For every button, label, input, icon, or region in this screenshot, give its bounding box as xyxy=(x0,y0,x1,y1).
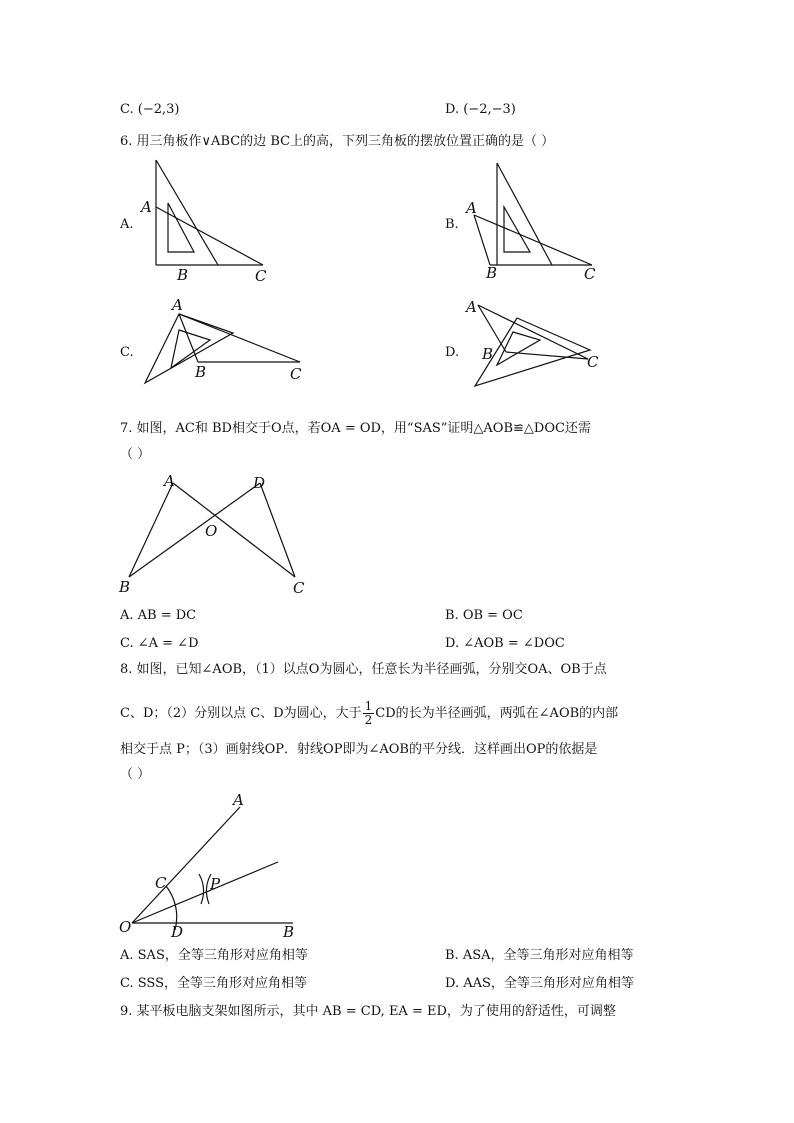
label-c: C xyxy=(587,353,599,371)
fraction-denominator: 2 xyxy=(364,713,373,727)
fraction-numerator: 1 xyxy=(364,699,373,713)
label-a: A xyxy=(141,198,152,216)
q6-figure-c xyxy=(135,295,310,390)
q7-option-b: B. OB = OC xyxy=(445,608,523,623)
label-o: O xyxy=(119,918,132,936)
q8-option-c: C. SSS，全等三角形对应角相等 xyxy=(120,976,308,991)
label-b: B xyxy=(119,578,131,596)
label-c: C xyxy=(293,579,305,597)
label-p: P xyxy=(210,875,221,893)
q8-line2-pre: C、D；（2）分别以点 C、D为圆心，大于 xyxy=(120,706,362,721)
q8-option-b: B. ASA，全等三角形对应角相等 xyxy=(445,948,634,963)
q6-stem: 6. 用三角板作∨ABC的边 BC上的高，下列三角板的摆放位置正确的是（ ） xyxy=(120,134,555,149)
q7-option-c: C. ∠A = ∠D xyxy=(120,636,199,651)
q6-option-b-label: B. xyxy=(445,217,459,232)
label-b: B xyxy=(195,363,207,381)
label-o: O xyxy=(205,522,218,540)
label-b: B xyxy=(283,923,295,941)
q8-paren: （ ） xyxy=(120,767,151,782)
label-b: B xyxy=(482,345,494,363)
label-a: A xyxy=(233,791,244,809)
q7-option-d: D. ∠AOB = ∠DOC xyxy=(445,636,565,651)
label-d: D xyxy=(171,923,184,941)
q6-option-c-label: C. xyxy=(120,345,134,360)
q5-option-c: C. (−2,3) xyxy=(120,102,180,117)
label-a: A xyxy=(466,199,477,217)
label-c: C xyxy=(584,265,596,283)
q5-option-d: D. (−2,−3) xyxy=(445,102,516,117)
label-c: C xyxy=(290,365,302,383)
label-a: A xyxy=(164,472,175,490)
q6-figure-a xyxy=(135,155,285,290)
q8-figure xyxy=(115,790,315,940)
q6-option-a-label: A. xyxy=(120,217,134,232)
q7-figure xyxy=(115,470,315,600)
q6-figure-b xyxy=(460,155,610,290)
label-b: B xyxy=(177,266,189,284)
q9-stem: 9. 某平板电脑支架如图所示，其中 AB = CD, EA = ED，为了使用的舒适性，可调整 xyxy=(120,1004,616,1019)
q8-option-a: A. SAS，全等三角形对应角相等 xyxy=(120,948,308,963)
q6-figure-d xyxy=(460,295,635,390)
q8-line2-post: CD的长为半径画弧，两弧在∠AOB的内部 xyxy=(375,706,619,721)
q7-stem: 7. 如图，AC和 BD相交于O点，若OA = OD，用“SAS”证明△AOB≌△DOC还需 xyxy=(120,421,591,436)
label-c: C xyxy=(255,267,267,285)
q6-option-d-label: D. xyxy=(445,345,460,360)
half-fraction xyxy=(363,700,375,727)
q8-line1: 8. 如图，已知∠AOB，（1）以点O为圆心，任意长为半径画弧，分别交OA、OB于点 xyxy=(120,662,607,677)
q8-line3: 相交于点 P；（3）画射线OP．射线OP即为∠AOB的平分线．这样画出OP的依据是 xyxy=(120,742,598,757)
label-a: A xyxy=(466,298,477,316)
q8-line2 xyxy=(120,700,618,727)
q7-option-a: A. AB = DC xyxy=(120,608,197,623)
label-b: B xyxy=(486,264,498,282)
label-c: C xyxy=(155,874,167,892)
q8-option-d: D. AAS，全等三角形对应角相等 xyxy=(445,976,634,991)
label-d: D xyxy=(253,474,266,492)
q7-paren: （ ） xyxy=(120,447,151,462)
label-a: A xyxy=(172,296,183,314)
